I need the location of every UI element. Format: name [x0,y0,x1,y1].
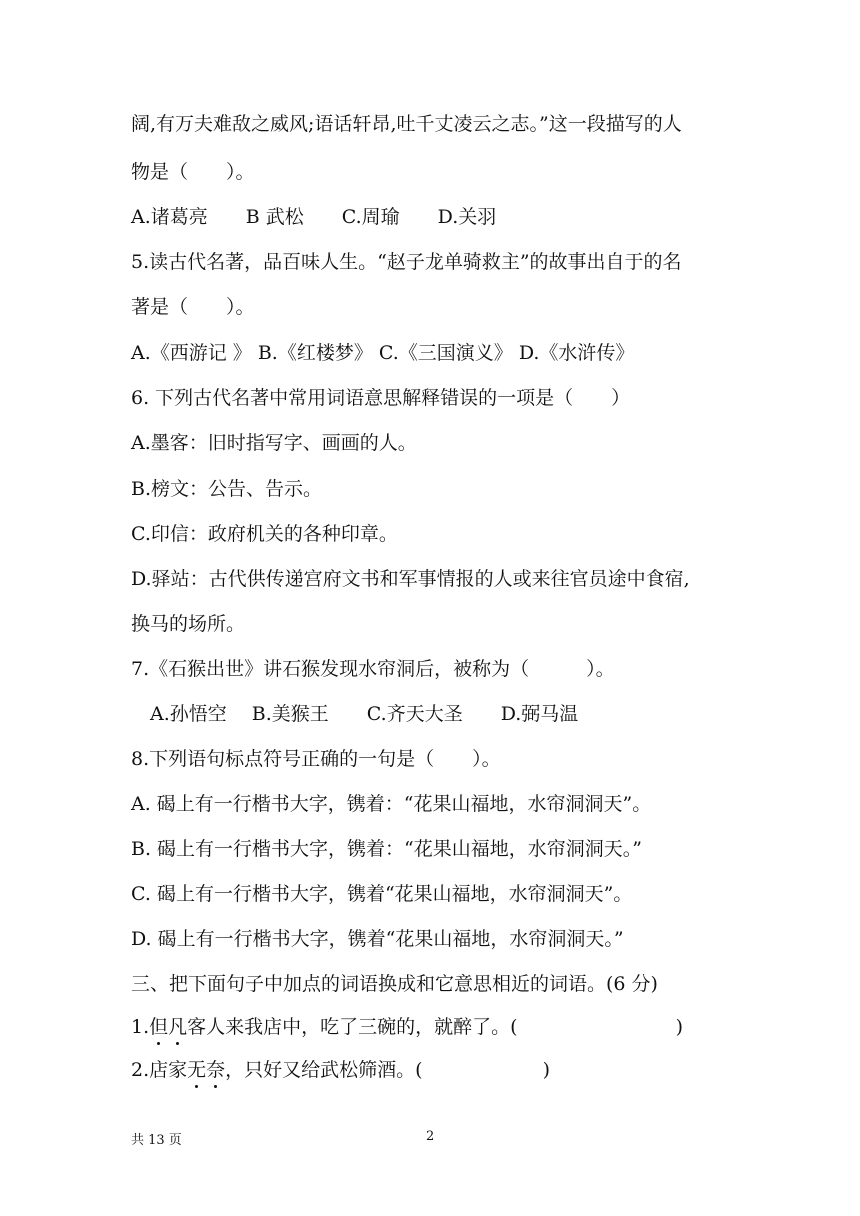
page-number: 2 [426,1129,435,1144]
question-1-prefix: 1. [131,1016,150,1038]
question-1-rest: 客人来我店中，吃了三碗的，就醉了。( ) [187,1016,684,1038]
text-line: C. 碣上有一行楷书大字，镌着“花果山福地，水帘洞洞天”。 [131,883,633,905]
question-2 [131,1058,550,1082]
dotted-word-text: 但凡 [149,1016,188,1038]
text-line: D. 碣上有一行楷书大字，镌着“花果山福地，水帘洞洞天。” [131,928,624,950]
text-line: 著是（ ）。 [131,296,255,318]
text-line: A.诸葛亮 B 武松 C.周瑜 D.关羽 [131,206,497,228]
emphasis-dot [176,1042,179,1045]
text-line: 换马的场所。 [131,613,246,635]
question-2-rest: ，只好又给武松筛酒。( ) [225,1059,551,1081]
text-line: A. 碣上有一行楷书大字，镌着：“花果山福地，水帘洞洞天”。 [131,793,652,815]
text-line: 5.读古代名著，品百味人生。“赵子龙单骑救主”的故事出自于的名 [131,251,682,273]
dotted-word-text: 无奈 [187,1059,226,1081]
question-2-prefix: 2.店家 [131,1059,188,1081]
text-line: D.驿站：古代供传递宫府文书和军事情报的人或来往官员途中食宿, [131,568,690,590]
dotted-word [187,1059,225,1081]
page-count: 共 13 页 [131,1133,182,1148]
text-line: 物是（ ）。 [131,161,255,183]
text-line: 7.《石猴出世》讲石猴发现水帘洞后，被称为（ ）。 [131,658,615,680]
question-1 [131,1015,683,1039]
text-line: A.孙悟空 B.美猴王 C.齐天大圣 D.弼马温 [131,703,579,725]
dotted-word [149,1016,187,1038]
text-line: 阔,有万夫难敌之威风;语话轩昂,吐千丈凌云之志。”这一段描写的人 [131,113,682,135]
text-line: A.《西游记 》 B.《红楼梦》 C.《三国演义》 D.《水浒传》 [131,342,635,364]
text-line: C.印信：政府机关的各种印章。 [131,523,398,545]
text-line: 6. 下列古代名著中常用词语意思解释错误的一项是（ ） [131,387,631,409]
section-heading: 三、把下面句子中加点的词语换成和它意思相近的词语。(6 分) [131,973,658,995]
text-line: B.榜文：公告、告示。 [131,478,323,500]
text-line: B. 碣上有一行楷书大字，镌着：“花果山福地，水帘洞洞天。” [131,838,642,860]
text-line: 8.下列语句标点符号正确的一句是（ ）。 [131,748,501,770]
text-line: A.墨客：旧时指写字、画画的人。 [131,432,417,454]
emphasis-dot [195,1085,198,1088]
emphasis-dot [157,1042,160,1045]
emphasis-dot [214,1085,217,1088]
